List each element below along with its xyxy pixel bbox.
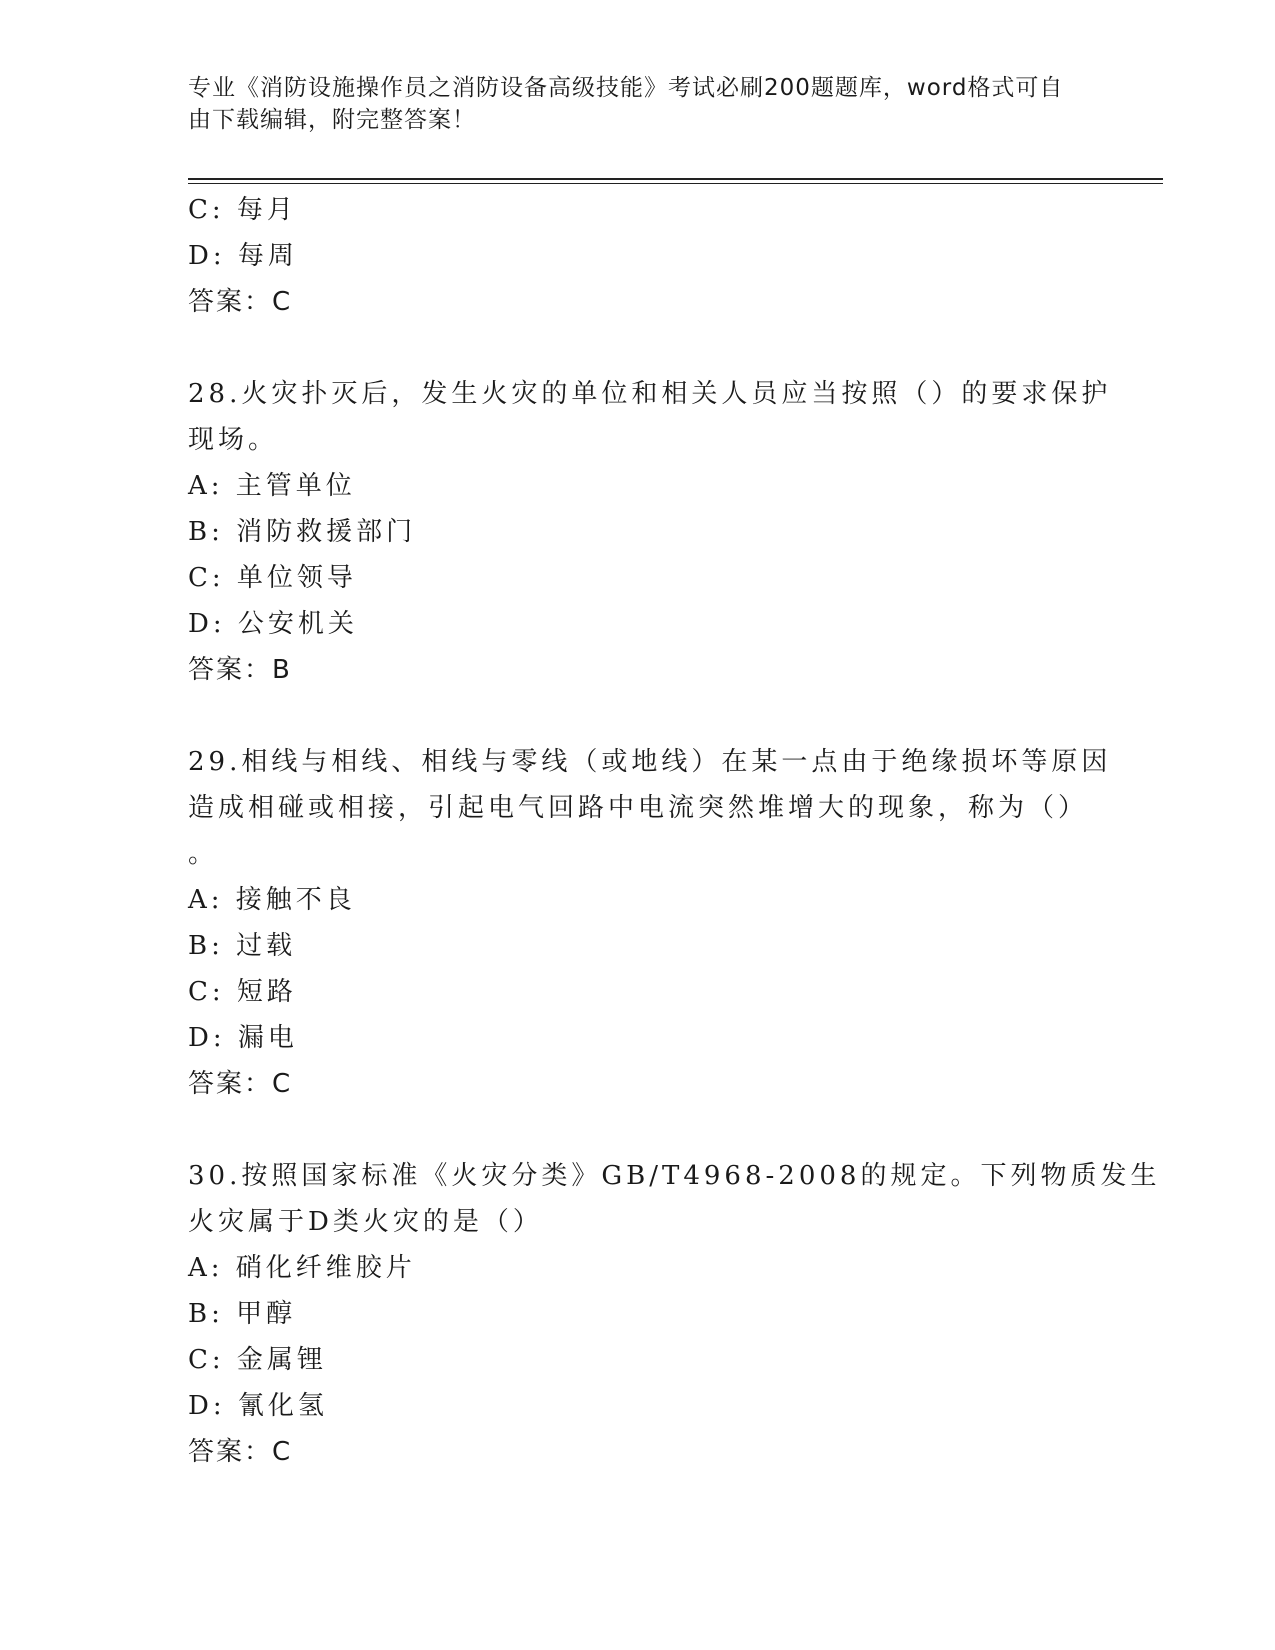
prev-question	[188, 187, 1088, 325]
spacer	[188, 1107, 1088, 1153]
question-stem: 28.火灾扑灭后，发生火灾的单位和相关人员应当按照（）的要求保护	[188, 379, 1112, 409]
option-d: D: 公安机关	[188, 609, 358, 639]
question-28	[188, 371, 1112, 693]
option-d: D: 每周	[188, 241, 298, 271]
spacer	[188, 325, 1088, 371]
question-30	[188, 1153, 1161, 1475]
answer-line: 答案：C	[188, 1069, 293, 1099]
option-c: C: 单位领导	[188, 563, 357, 593]
option-c: C: 金属锂	[188, 1345, 327, 1375]
option-d: D: 氰化氢	[188, 1391, 328, 1421]
document-header: 专业《消防设施操作员之消防设备高级技能》考试必刷200题题库，word格式可自由下载编辑，附完整答案！	[188, 75, 1064, 133]
answer-line: 答案：C	[188, 287, 293, 317]
question-stem-continued: 火灾属于D类火灾的是（）	[188, 1207, 543, 1237]
spacer	[188, 693, 1088, 739]
answer-line: 答案：C	[188, 1437, 293, 1467]
option-a: A: 接触不良	[188, 885, 356, 915]
question-stem-end: 。	[188, 839, 219, 869]
option-c: C: 短路	[188, 977, 297, 1007]
option-a: A: 硝化纤维胶片	[188, 1253, 416, 1283]
header-divider-thin	[188, 183, 1163, 184]
answer-line: 答案：B	[188, 655, 292, 685]
option-c: C: 每月	[188, 195, 297, 225]
question-stem-continued: 现场。	[188, 425, 279, 455]
question-29	[188, 739, 1112, 1107]
option-b: B: 消防救援部门	[188, 517, 417, 547]
option-a: A: 主管单位	[188, 471, 356, 501]
question-stem-continued: 造成相碰或相接，引起电气回路中电流突然堆增大的现象，称为（）	[188, 793, 1089, 823]
question-stem: 29.相线与相线、相线与零线（或地线）在某一点由于绝缘损坏等原因	[188, 747, 1112, 777]
option-b: B: 过载	[188, 931, 297, 961]
option-d: D: 漏电	[188, 1023, 298, 1053]
question-content	[188, 187, 1161, 1475]
question-stem: 30.按照国家标准《火灾分类》GB/T4968-2008的规定。下列物质发生	[188, 1161, 1161, 1191]
header-divider-thick	[188, 178, 1163, 180]
option-b: B: 甲醇	[188, 1299, 297, 1329]
